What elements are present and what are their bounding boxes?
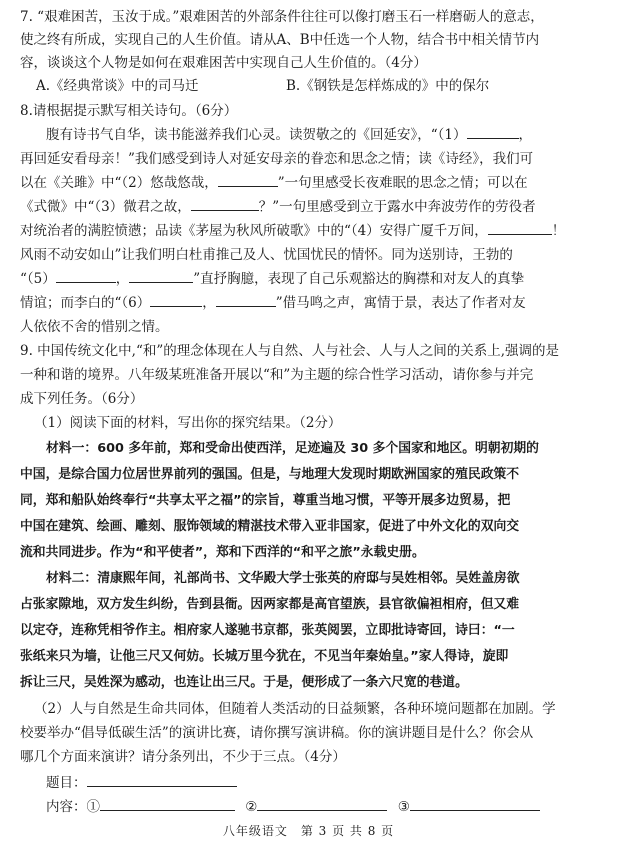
q7-option-b: B.《钢铁是怎样炼成的》中的保尔 [286, 78, 490, 94]
q9-task-2-line-3: 哪几个方面来演讲？请分条列出，不少于三点。（4分） [20, 749, 346, 765]
material-2-line-4: 张纸来只为墙，让他三尺又何妨。长城万里今犹在，不见当年秦始皇。”家人得诗，旋即 [20, 649, 509, 664]
q8-line-5-text-b: ！ [551, 223, 566, 239]
material-1-line-3: 同，郑和船队始终奉行“共享太平之福”的宗旨，尊重当地习惯，平等开展多边贸易，把 [20, 493, 511, 508]
q8-line-3 [20, 172, 609, 194]
blank-6b[interactable] [216, 292, 276, 307]
material-2-line-3: 以定夺，连称凭相爷作主。相府家人遂驰书京都，张英阅罢，立即批诗寄回，诗曰：“一 [20, 623, 515, 638]
material-1-line-4: 中国在建筑、绘画、雕刻、服饰领域的精湛技术带入亚非国家，促进了中外文化的双向交 [20, 519, 520, 534]
q8-line-9: 人依依不舍的惜别之情。 [20, 319, 169, 335]
material-1-line-5: 流和共同进步。作为“和平使者”，郑和下西洋的“和平之旅”永载史册。 [20, 545, 425, 560]
speech-title-label: 题目： [46, 775, 87, 791]
material-2-line-1: 材料二：清康熙年间，礼部尚书、文华殿大学士张英的府邸与吴姓相邻。吴姓盖房欲 [46, 571, 520, 586]
q8-line-7-text-a: “（5） [20, 271, 56, 287]
material-2-line-5: 拆让三尺，吴姓深为感动，也连让出三尺。于是，便形成了一条六尺宽的巷道。 [20, 675, 468, 690]
material-1-line-1: 材料一：600 多年前，郑和受命出使西洋，足迹遍及 30 多个国家和地区。明朝初期的 [46, 441, 539, 456]
q8-line-4-text-a: 《式微》中“（3）微君之故， [20, 199, 191, 215]
page-footer: 八年级语文 第 3 页 共 8 页 [222, 824, 395, 838]
q7-text-line-2: 使之终有所成，实现自己的人生价值。请从A、B中任选一个人物，结合书中相关情节内 [20, 32, 540, 48]
q9-line-3: 成下列任务。（6分） [20, 391, 144, 407]
q8-line-8-sep: ， [202, 295, 216, 311]
item-mark-1: ① [86, 799, 100, 814]
material-2-line-2: 占张家隙地，双方发生纠纷，告到县衙。因两家都是高官望族，县官欲偏袒相府，但又难 [20, 597, 520, 612]
q8-line-8-text-c: ”借马鸣之声，寓情于景，表达了作者对友 [275, 295, 526, 311]
q8-line-3-text-b: ”一句里感受长夜难眠的思念之情；可以在 [277, 175, 528, 191]
content-blank-1[interactable] [100, 796, 235, 811]
q8-line-1-text: 腹有诗书气自华，读书能滋养我们心灵。读贺敬之的《回延安》，“（1） [46, 127, 467, 143]
speech-content-row [46, 796, 609, 814]
content-blank-2[interactable] [257, 796, 387, 811]
item-mark-2: ② [245, 799, 258, 814]
blank-3[interactable] [191, 196, 259, 211]
q8-title: 8.请根据提示默写相关诗句。（6分） [20, 103, 238, 119]
blank-1[interactable] [467, 124, 519, 139]
q9-task-1: （1）阅读下面的材料，写出你的探究结果。（2分） [34, 415, 342, 431]
q9-line-1: 9. 中国传统文化中,“和”的理念体现在人与自然、人与社会、人与人之间的关系上,强调的是 [20, 343, 560, 359]
blank-5b[interactable] [129, 268, 193, 283]
q8-line-7-text-c: ”直抒胸臆，表现了自己乐观豁达的胸襟和对友人的真挚 [193, 271, 525, 287]
q8-line-5 [20, 220, 609, 242]
q7-text-line-3: 容，谈谈这个人物是如何在艰难困苦中实现自己人生价值的。（4分） [20, 55, 427, 71]
speech-content-label: 内容： [46, 799, 87, 814]
blank-6a[interactable] [150, 292, 202, 307]
q9-line-2: 一种和谐的境界。八年级某班准备开展以“和”为主题的综合性学习活动，请你参与并完 [20, 367, 534, 383]
speech-title-blank[interactable] [87, 772, 237, 787]
q9-task-2-line-1: （2）人与自然是生命共同体，但随着人类活动的日益频繁，各种环境问题都在加剧。学 [34, 701, 556, 717]
blank-5a[interactable] [56, 268, 116, 283]
item-mark-3: ③ [397, 799, 410, 814]
q8-line-1-end: ， [518, 127, 532, 143]
q8-line-1 [46, 124, 609, 146]
material-1-line-2: 中国，是综合国力位居世界前列的强国。但是，与地理大发现时期欧洲国家的殖民政策不 [20, 467, 520, 482]
q8-line-7-sep: ， [115, 271, 130, 287]
q8-line-3-text-a: 以在《关雎》中“（2）悠哉悠哉， [20, 175, 218, 191]
q8-line-5-text-a: 对统治者的满腔愤懑；品读《茅屋为秋风所破歌》中的“（4）安得广厦千万间， [20, 223, 488, 239]
q8-line-7 [20, 268, 609, 290]
q8-line-6: 风雨不动安如山”让我们明白杜甫推己及人、忧国忧民的情怀。同为送别诗，王勃的 [20, 247, 513, 263]
blank-4[interactable] [488, 220, 552, 235]
content-blank-3[interactable] [410, 796, 540, 811]
q7-option-a: A.《经典常谈》中的司马迁 [36, 78, 199, 94]
q8-line-4 [20, 196, 609, 218]
blank-2[interactable] [218, 172, 278, 187]
q7-options [20, 75, 609, 97]
q8-line-4-text-b: ？”一句里感受到立于露水中奔波劳作的劳役者 [258, 199, 536, 215]
q9-task-2-line-2: 校要举办“倡导低碳生活”的演讲比赛，请你撰写演讲稿。你的演讲题目是什么？你会从 [20, 725, 534, 741]
q8-line-8 [20, 292, 609, 314]
q8-line-8-text-a: 情谊；而李白的“（6） [20, 295, 151, 311]
speech-title-row [46, 772, 609, 794]
q8-line-2: 再回延安看母亲！”我们感受到诗人对延安母亲的眷恋和思念之情；读《诗经》，我们可 [20, 151, 534, 167]
q7-text-line-1: 7. “艰难困苦，玉汝于成。”艰难困苦的外部条件往往可以像打磨玉石一样磨砺人的意志， [20, 9, 544, 25]
